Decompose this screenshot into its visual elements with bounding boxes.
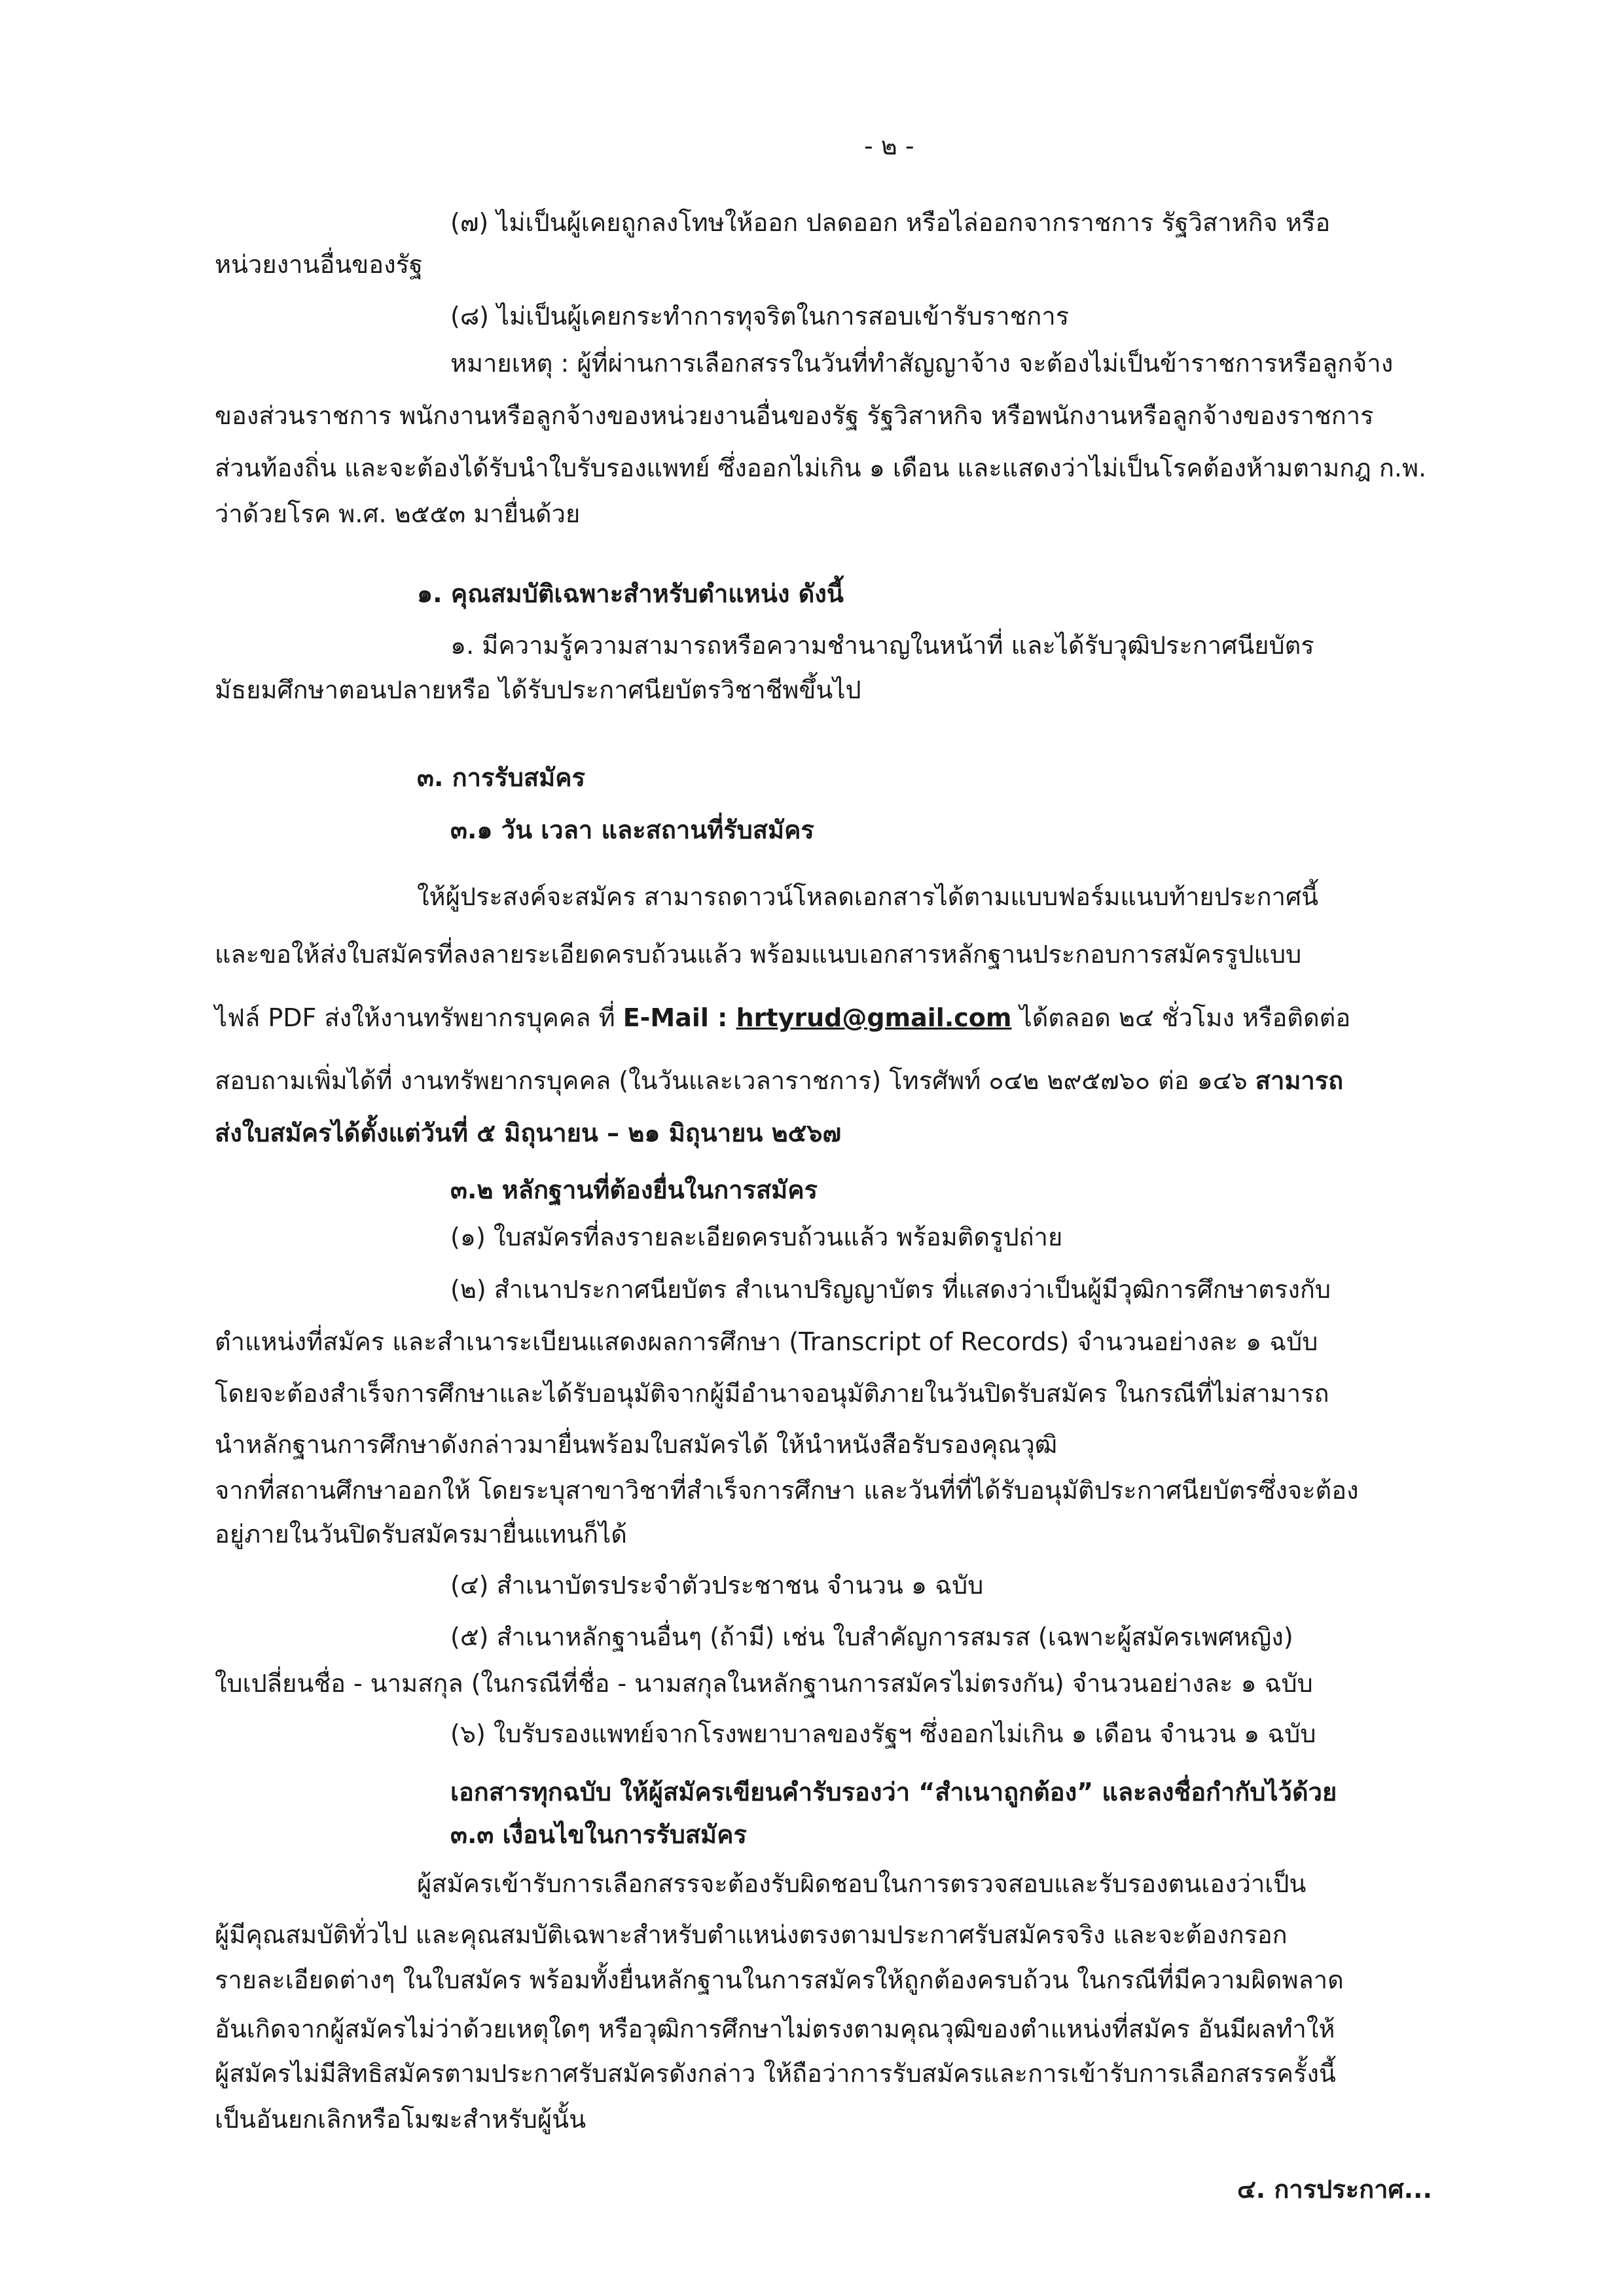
line-4-text: สอบถามเพิ่มได้ที่ งานทรัพยากรบุคคล (ในวันและเวลาราชการ) โทรศัพท์ ๐๔๒ ๒๙๕๗๖๐ ต่อ ๑๔๖ [215,1066,1255,1095]
section-1-heading: ๑. คุณสมบัติเฉพาะสำหรับตำแหน่ง ดังนี้ [417,579,844,608]
section-1-line-1: ๑. มีความรู้ความสามารถหรือความชำนาญในหน้าที่ และได้รับวุฒิประกาศนียบัตร [450,631,1314,660]
section-3-2-item-6: (๖) ใบรับรองแพทย์จากโรงพยาบาลของรัฐฯ ซึ่งออกไม่เกิน ๑ เดือน จำนวน ๑ ฉบับ [450,1719,1316,1748]
section-3-2-item-2-line-4: นำหลักฐานการศึกษาดังกล่าวมายื่นพร้อมใบสมัครได้ ให้นำหนังสือรับรองคุณวุฒิ [215,1430,1058,1459]
section-3-1-line-4 [215,1062,1343,1099]
section-3-2-item-2-line-2: ตำแหน่งที่สมัคร และสำเนาระเบียนแสดงผลการศึกษา (Transcript of Records) จำนวนอย่างละ ๑ ฉบับ [215,1327,1318,1356]
section-1-line-2: มัธยมศึกษาตอนปลายหรือ ได้รับประกาศนียบัตรวิชาชีพขึ้นไป [215,675,861,704]
section-3-3-heading: ๓.๓ เงื่อนไขในการรับสมัคร [450,1820,747,1849]
section-3-3-line-2: ผู้มีคุณสมบัติทั่วไป และคุณสมบัติเฉพาะสำหรับตำแหน่งตรงตามประกาศรับสมัครจริง และจะต้องกรอก [215,1920,1288,1949]
section-3-2-heading: ๓.๒ หลักฐานที่ต้องยื่นในการสมัคร [450,1175,818,1204]
line-3-tail: ได้ตลอด ๒๔ ชั่วโมง หรือติดต่อ [1011,1003,1351,1032]
note-line-2: ของส่วนราชการ พนักงานหรือลูกจ้างของหน่วยงานอื่นของรัฐ รัฐวิสาหกิจ หรือพนักงานหรือลูกจ้างของราชการ [215,401,1374,430]
section-3-3-line-5: ผู้สมัครไม่มีสิทธิสมัครตามประกาศรับสมัครดังกล่าว ให้ถือว่าการรับสมัครและการเข้ารับการเลือกสรรครั้งนี้ [215,2059,1336,2088]
item-7-line-2: หน่วยงานอื่นของรัฐ [215,250,424,279]
item-8: (๘) ไม่เป็นผู้เคยกระทำการทุจริตในการสอบเข้ารับราชการ [450,302,1070,331]
section-3-1-line-1: ให้ผู้ประสงค์จะสมัคร สามารถดาวน์โหลดเอกสารได้ตามแบบฟอร์มแนบท้ายประกาศนี้ [417,882,1319,911]
section-3-3-line-1: ผู้สมัครเข้ารับการเลือกสรรจะต้องรับผิดชอบในการตรวจสอบและรับรองตนเองว่าเป็น [417,1869,1307,1898]
section-3-2-note: เอกสารทุกฉบับ ให้ผู้สมัครเขียนคำรับรองว่า “สำเนาถูกต้อง” และลงชื่อกำกับไว้ด้วย [450,1778,1337,1806]
section-3-2-item-1: (๑) ใบสมัครที่ลงรายละเอียดครบถ้วนแล้ว พร้อมติดรูปถ่าย [450,1223,1063,1251]
section-3-2-item-4: (๔) สำเนาบัตรประจำตัวประชาชน จำนวน ๑ ฉบับ [450,1571,984,1600]
section-3-2-item-2-line-1: (๒) สำเนาประกาศนียบัตร สำเนาปริญญาบัตร ที่แสดงว่าเป็นผู้มีวุฒิการศึกษาตรงกับ [450,1275,1331,1304]
section-3-2-item-2-line-3: โดยจะต้องสำเร็จการศึกษาและได้รับอนุมัติจากผู้มีอำนาจอนุมัติภายในวันปิดรับสมัคร ในกรณีที่ไม่สามารถ [215,1379,1329,1408]
section-3-1-line-2: และขอให้ส่งใบสมัครที่ลงลายระเอียดครบถ้วนแล้ว พร้อมแนบเอกสารหลักฐานประกอบการสมัครรูปแบบ [215,940,1302,969]
continuation-marker: ๔. การประกาศ... [1237,2175,1432,2204]
section-3-3-line-6: เป็นอันยกเลิกหรือโมฆะสำหรับผู้นั้น [215,2105,586,2134]
note-line-1: หมายเหตุ : ผู้ที่ผ่านการเลือกสรรในวันที่ทำสัญญาจ้าง จะต้องไม่เป็นข้าราชการหรือลูกจ้าง [450,349,1394,378]
section-3-2-item-2-line-5: จากที่สถานศึกษาออกให้ โดยระบุสาขาวิชาที่สำเร็จการศึกษา และวันที่ที่ได้รับอนุมัติประกาศนียบัตรซึ่งจะต้อง [215,1476,1359,1505]
section-3-3-line-4: อันเกิดจากผู้สมัครไม่ว่าด้วยเหตุใดๆ หรือวุฒิการศึกษาไม่ตรงตามคุณวุฒิของตำแหน่งที่สมัคร อันมีผลทำให้ [215,2015,1335,2043]
item-7-line-1: (๗) ไม่เป็นผู้เคยถูกลงโทษให้ออก ปลดออก หรือไล่ออกจากราชการ รัฐวิสาหกิจ หรือ [450,208,1331,237]
page-number: - ๒ - [864,132,914,160]
line-3-text: ไฟล์ PDF ส่งให้งานทรัพยากรบุคคล ที่ [215,1003,623,1032]
email-label: E-Mail : [623,1003,736,1032]
line-4-bold: สามารถ [1255,1066,1344,1095]
section-3-1-line-5: ส่งใบสมัครได้ตั้งแต่วันที่ ๕ มิถุนายน – ๒๑ มิถุนายน ๒๕๖๗ [215,1119,842,1147]
section-3-1-heading: ๓.๑ วัน เวลา และสถานที่รับสมัคร [450,816,814,844]
note-line-3: ส่วนท้องถิ่น และจะต้องได้รับนำใบรับรองแพทย์ ซึ่งออกไม่เกิน ๑ เดือน และแสดงว่าไม่เป็นโรคต้องห้ามตามกฎ ก.พ. [215,454,1427,482]
email-link[interactable]: hrtyrud@gmail.com [736,1003,1012,1032]
section-3-heading: ๓. การรับสมัคร [417,763,586,792]
section-3-3-line-3: รายละเอียดต่างๆ ในใบสมัคร พร้อมทั้งยื่นหลักฐานในการสมัครให้ถูกต้องครบถ้วน ในกรณีที่มีความผิดพลาด [215,1965,1344,1994]
note-line-4: ว่าด้วยโรค พ.ศ. ๒๕๕๓ มายื่นด้วย [215,499,581,528]
section-3-2-item-5-line-1: (๕) สำเนาหลักฐานอื่นๆ (ถ้ามี) เช่น ใบสำคัญการสมรส (เฉพาะผู้สมัครเพศหญิง) [450,1623,1293,1651]
section-3-2-item-5-line-2: ใบเปลี่ยนชื่อ - นามสกุล (ในกรณีที่ชื่อ - นามสกุลในหลักฐานการสมัครไม่ตรงกัน) จำนวนอย่างละ ๑ ฉบับ [215,1669,1313,1698]
section-3-2-item-2-line-6: อยู่ภายในวันปิดรับสมัครมายื่นแทนก็ได้ [215,1520,627,1549]
section-3-1-line-3 [215,999,1350,1036]
